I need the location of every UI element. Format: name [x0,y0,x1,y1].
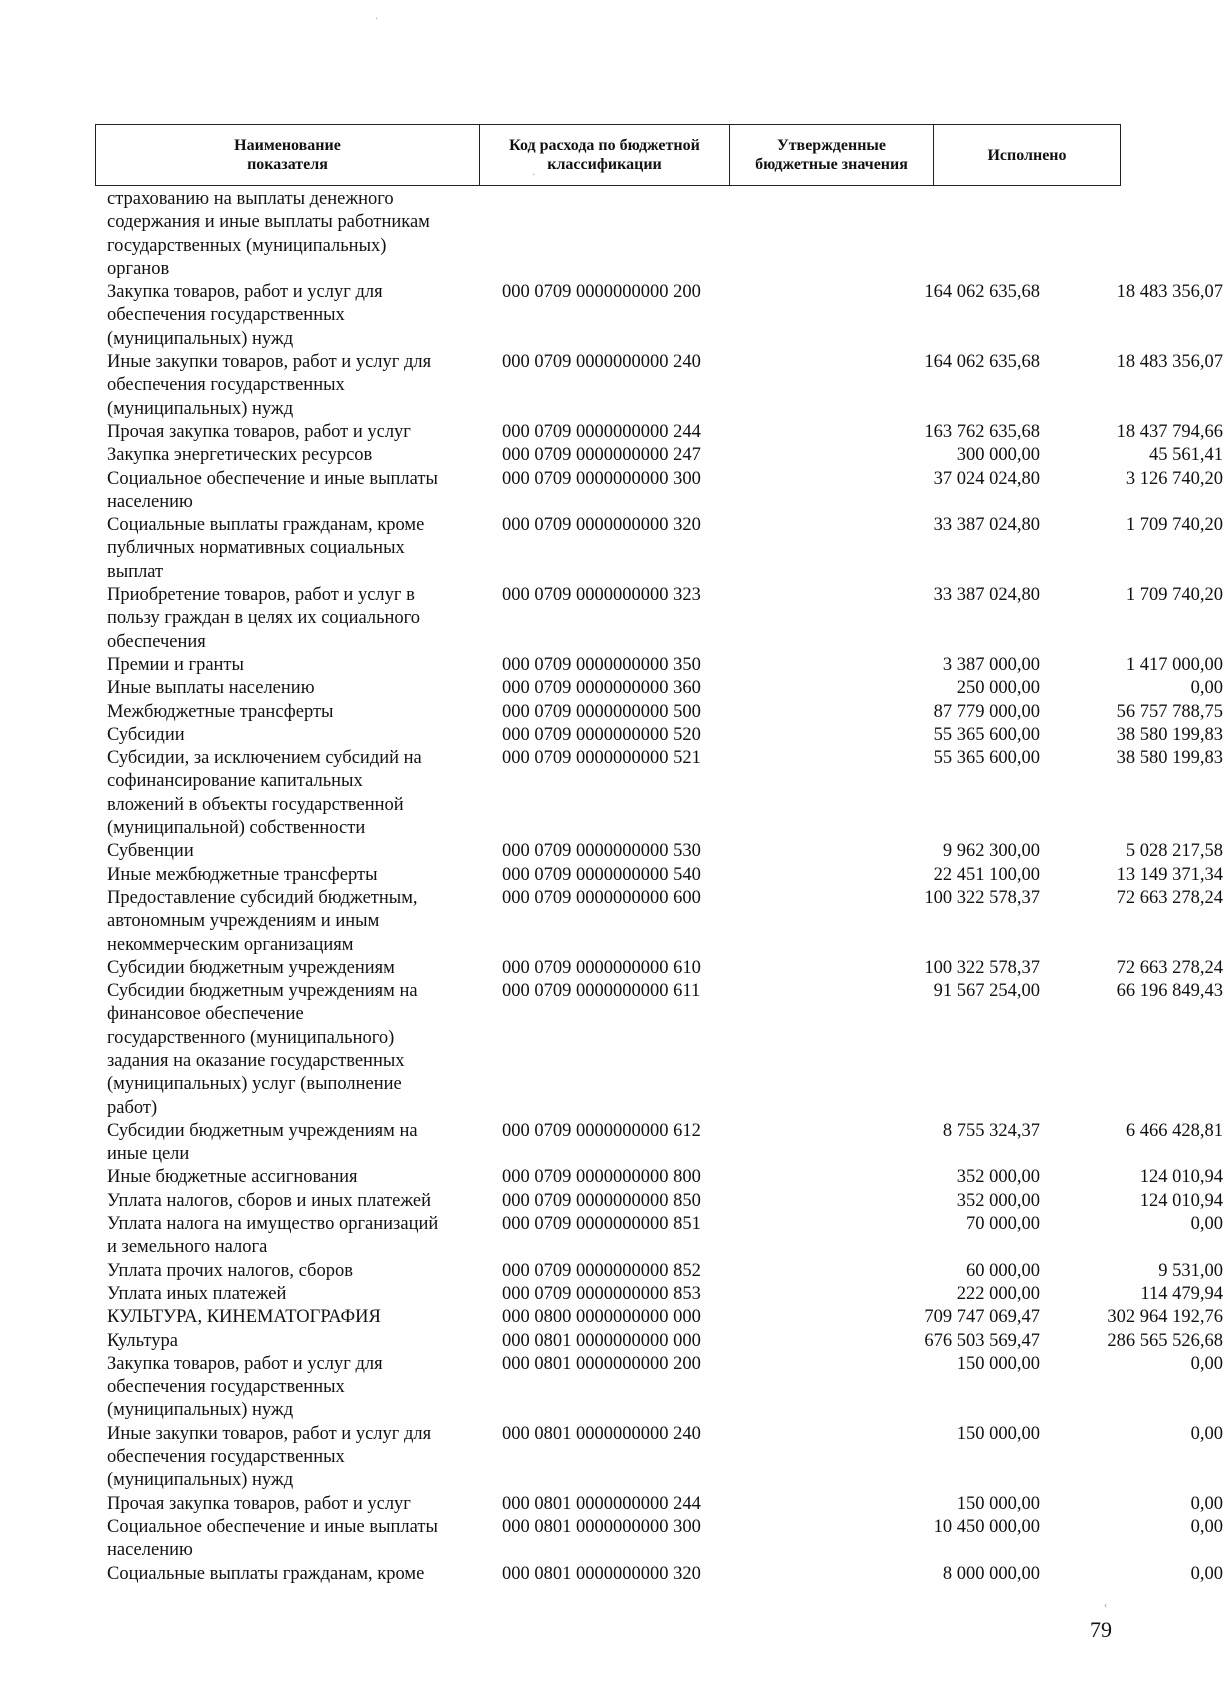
row-code: 000 0709 0000000000 612 [502,1120,701,1141]
table-header [95,124,1121,186]
row-approved: 676 503 569,47 [924,1330,1040,1351]
row-code: 000 0709 0000000000 323 [502,585,701,606]
row-name: Культура [107,1330,178,1351]
row-executed: 72 663 278,24 [1116,957,1223,978]
row-approved: 9 962 300,00 [942,841,1040,862]
row-executed: 72 663 278,24 [1116,887,1223,908]
row-name: Прочая закупка товаров, работ и услуг [107,1493,411,1514]
row-approved: 8 000 000,00 [942,1563,1040,1584]
row-executed: 0,00 [1190,1214,1223,1235]
table-row [107,654,1223,677]
row-executed: 6 466 428,81 [1125,1120,1223,1141]
row-executed: 66 196 849,43 [1116,981,1223,1002]
row-code: 000 0709 0000000000 610 [502,957,701,978]
row-approved: 55 365 600,00 [933,724,1040,745]
row-executed: 18 437 794,66 [1116,421,1223,442]
row-code: 000 0709 0000000000 500 [502,701,701,722]
row-approved: 300 000,00 [956,445,1040,466]
row-name: Прочая закупка товаров, работ и услуг [107,421,411,442]
row-approved: 60 000,00 [966,1260,1040,1281]
row-name: Уплата иных платежей [107,1283,287,1304]
row-approved: 87 779 000,00 [933,701,1040,722]
row-name: Субсидии, за исключением субсидий на софинансирование капитальных вложений в объекты государственной (муниципальной) собственности [107,748,422,839]
row-executed: 0,00 [1190,1423,1223,1444]
table-row [107,724,1223,747]
row-approved: 33 387 024,80 [933,515,1040,536]
row-executed: 13 149 371,34 [1116,864,1223,885]
table-row [107,701,1223,724]
row-code: 000 0801 0000000000 244 [502,1493,701,1514]
row-code: 000 0801 0000000000 200 [502,1353,701,1374]
table-row [107,1516,1223,1563]
row-code: 000 0801 0000000000 240 [502,1423,701,1444]
table-row [107,1423,1223,1493]
row-name: Субсидии бюджетным учреждениям на финансовое обеспечение государственного (муниципального) задания на оказание государственных (муниципальных) услуг (выполнение работ) [107,981,418,1118]
row-name: Иные межбюджетные трансферты [107,864,378,885]
table-row [107,1120,1223,1167]
row-approved: 352 000,00 [956,1190,1040,1211]
row-executed: 286 565 526,68 [1107,1330,1223,1351]
table-row [107,351,1223,421]
row-approved: 222 000,00 [956,1283,1040,1304]
row-name: КУЛЬТУРА, КИНЕМАТОГРАФИЯ [107,1307,381,1328]
row-executed: 0,00 [1190,1353,1223,1374]
row-code: 000 0801 0000000000 320 [502,1563,701,1584]
row-approved: 150 000,00 [956,1353,1040,1374]
table-row [107,887,1223,957]
row-executed: 38 580 199,83 [1116,748,1223,769]
scan-speck: · [532,170,536,181]
row-name: Уплата налога на имущество организаций и земельного налога [107,1214,439,1258]
row-code: 000 0709 0000000000 247 [502,445,701,466]
row-name: Субвенции [107,841,194,862]
row-executed: 0,00 [1190,1493,1223,1514]
row-approved: 37 024 024,80 [933,468,1040,489]
table-row [107,1306,1223,1329]
table-row [107,677,1223,700]
table-row [107,1493,1223,1516]
row-executed: 45 561,41 [1149,445,1223,466]
row-approved: 352 000,00 [956,1167,1040,1188]
table-row [107,980,1223,1120]
page-number: 79 [1090,1617,1112,1642]
row-name: Уплата прочих налогов, сборов [107,1260,353,1281]
row-name: Закупка товаров, работ и услуг для обеспечения государственных (муниципальных) нужд [107,1353,383,1421]
row-code: 000 0709 0000000000 850 [502,1190,701,1211]
row-approved: 150 000,00 [956,1423,1040,1444]
row-approved: 70 000,00 [966,1214,1040,1235]
row-approved: 250 000,00 [956,678,1040,699]
row-approved: 22 451 100,00 [933,864,1040,885]
row-code: 000 0709 0000000000 300 [502,468,701,489]
row-code: 000 0709 0000000000 520 [502,724,701,745]
table-row [107,444,1223,467]
row-executed: 56 757 788,75 [1116,701,1223,722]
row-code: 000 0709 0000000000 350 [502,654,701,675]
row-name: Приобретение товаров, работ и услуг в пользу граждан в целях их социального обеспечения [107,585,421,652]
row-name: Межбюджетные трансферты [107,701,334,722]
row-name: Предоставление субсидий бюджетным, автономным учреждениям и иным некоммерческим организациям [107,887,418,955]
table-row [107,1330,1223,1353]
row-code: 000 0709 0000000000 852 [502,1260,701,1281]
table-row [107,1190,1223,1213]
row-name: Закупка товаров, работ и услуг для обеспечения государственных (муниципальных) нужд [107,282,383,349]
row-name: Субсидии бюджетным учреждениям [107,957,395,978]
table-row [107,1283,1223,1306]
row-name: Иные бюджетные ассигнования [107,1167,358,1188]
row-code: 000 0709 0000000000 200 [502,282,701,303]
scan-speck: ‹ [1104,1600,1108,1611]
row-approved: 33 387 024,80 [933,585,1040,606]
row-name: Иные выплаты населению [107,678,315,699]
row-executed: 5 028 217,58 [1125,841,1223,862]
table-row [107,1166,1223,1189]
row-approved: 709 747 069,47 [924,1307,1040,1328]
row-name: Социальное обеспечение и иные выплаты населению [107,468,438,512]
row-name: Премии и гранты [107,654,244,675]
row-executed: 18 483 356,07 [1116,282,1223,303]
row-executed: 1 417 000,00 [1125,654,1223,675]
row-executed: 9 531,00 [1158,1260,1223,1281]
row-name: Социальные выплаты гражданам, кроме публичных нормативных социальных выплат [107,515,425,582]
scan-speck: · [375,14,379,25]
row-approved: 3 387 000,00 [942,654,1040,675]
row-executed: 124 010,94 [1139,1167,1223,1188]
row-executed: 0,00 [1190,1516,1223,1537]
row-approved: 100 322 578,37 [924,957,1040,978]
row-name: Иные закупки товаров, работ и услуг для обеспечения государственных (муниципальных) нужд [107,352,432,419]
row-name: Социальные выплаты гражданам, кроме [107,1563,425,1584]
row-executed: 0,00 [1190,1563,1223,1584]
row-approved: 164 062 635,68 [924,282,1040,303]
table-row [107,1563,1223,1586]
row-executed: 1 709 740,20 [1125,515,1223,536]
table-row [107,1353,1223,1423]
row-name: страхованию на выплаты денежного содержания и иные выплаты работникам государственных (муниципальных) органов [107,189,430,279]
row-approved: 10 450 000,00 [933,1516,1040,1537]
header-approved: Утвержденные бюджетные значения [730,125,934,185]
row-code: 000 0709 0000000000 851 [502,1214,701,1235]
row-code: 000 0801 0000000000 300 [502,1516,701,1537]
row-code: 000 0709 0000000000 360 [502,678,701,699]
row-name: Субсидии бюджетным учреждениям на иные цели [107,1120,418,1165]
table-row [107,421,1223,444]
row-code: 000 0800 0000000000 000 [502,1307,701,1328]
row-code: 000 0709 0000000000 244 [502,421,701,442]
table-row [107,864,1223,887]
row-executed: 114 479,94 [1140,1283,1223,1304]
header-executed: Исполнено [987,146,1067,164]
header-code: Код расхода по бюджетной классификации [480,125,730,185]
row-code: 000 0709 0000000000 800 [502,1167,701,1188]
row-code: 000 0709 0000000000 600 [502,887,701,908]
row-executed: 1 709 740,20 [1125,585,1223,606]
row-approved: 163 762 635,68 [924,421,1040,442]
row-name: Закупка энергетических ресурсов [107,445,373,466]
row-approved: 150 000,00 [956,1493,1040,1514]
row-approved: 55 365 600,00 [933,748,1040,769]
table-row [107,188,1123,281]
header-name: Наименование показателя [96,125,480,185]
table-row [107,957,1223,980]
row-approved: 164 062 635,68 [924,352,1040,373]
row-executed: 0,00 [1190,678,1223,699]
row-name: Социальное обеспечение и иные выплаты населению [107,1516,438,1561]
row-executed: 124 010,94 [1139,1190,1223,1211]
row-executed: 302 964 192,76 [1107,1307,1223,1328]
row-executed: 3 126 740,20 [1125,468,1223,489]
row-name: Иные закупки товаров, работ и услуг для обеспечения государственных (муниципальных) нужд [107,1423,432,1491]
table-row [107,840,1223,863]
row-name: Уплата налогов, сборов и иных платежей [107,1190,432,1211]
row-approved: 8 755 324,37 [942,1120,1040,1141]
row-code: 000 0709 0000000000 240 [502,352,701,373]
row-approved: 100 322 578,37 [924,887,1040,908]
row-name: Субсидии [107,724,185,745]
row-executed: 38 580 199,83 [1116,724,1223,745]
row-code: 000 0709 0000000000 320 [502,515,701,536]
row-code: 000 0709 0000000000 530 [502,841,701,862]
table-row [107,584,1223,654]
row-executed: 18 483 356,07 [1116,352,1223,373]
table-row [107,468,1223,515]
table-row [107,747,1223,840]
table-body [107,188,1223,1586]
row-code: 000 0709 0000000000 540 [502,864,701,885]
row-code: 000 0709 0000000000 611 [502,981,701,1002]
row-code: 000 0709 0000000000 853 [502,1283,701,1304]
row-code: 000 0801 0000000000 000 [502,1330,701,1351]
row-approved: 91 567 254,00 [933,981,1040,1002]
table-row [107,1260,1223,1283]
row-code: 000 0709 0000000000 521 [502,748,701,769]
table-row [107,281,1223,351]
table-row [107,1213,1223,1260]
table-row [107,514,1223,584]
